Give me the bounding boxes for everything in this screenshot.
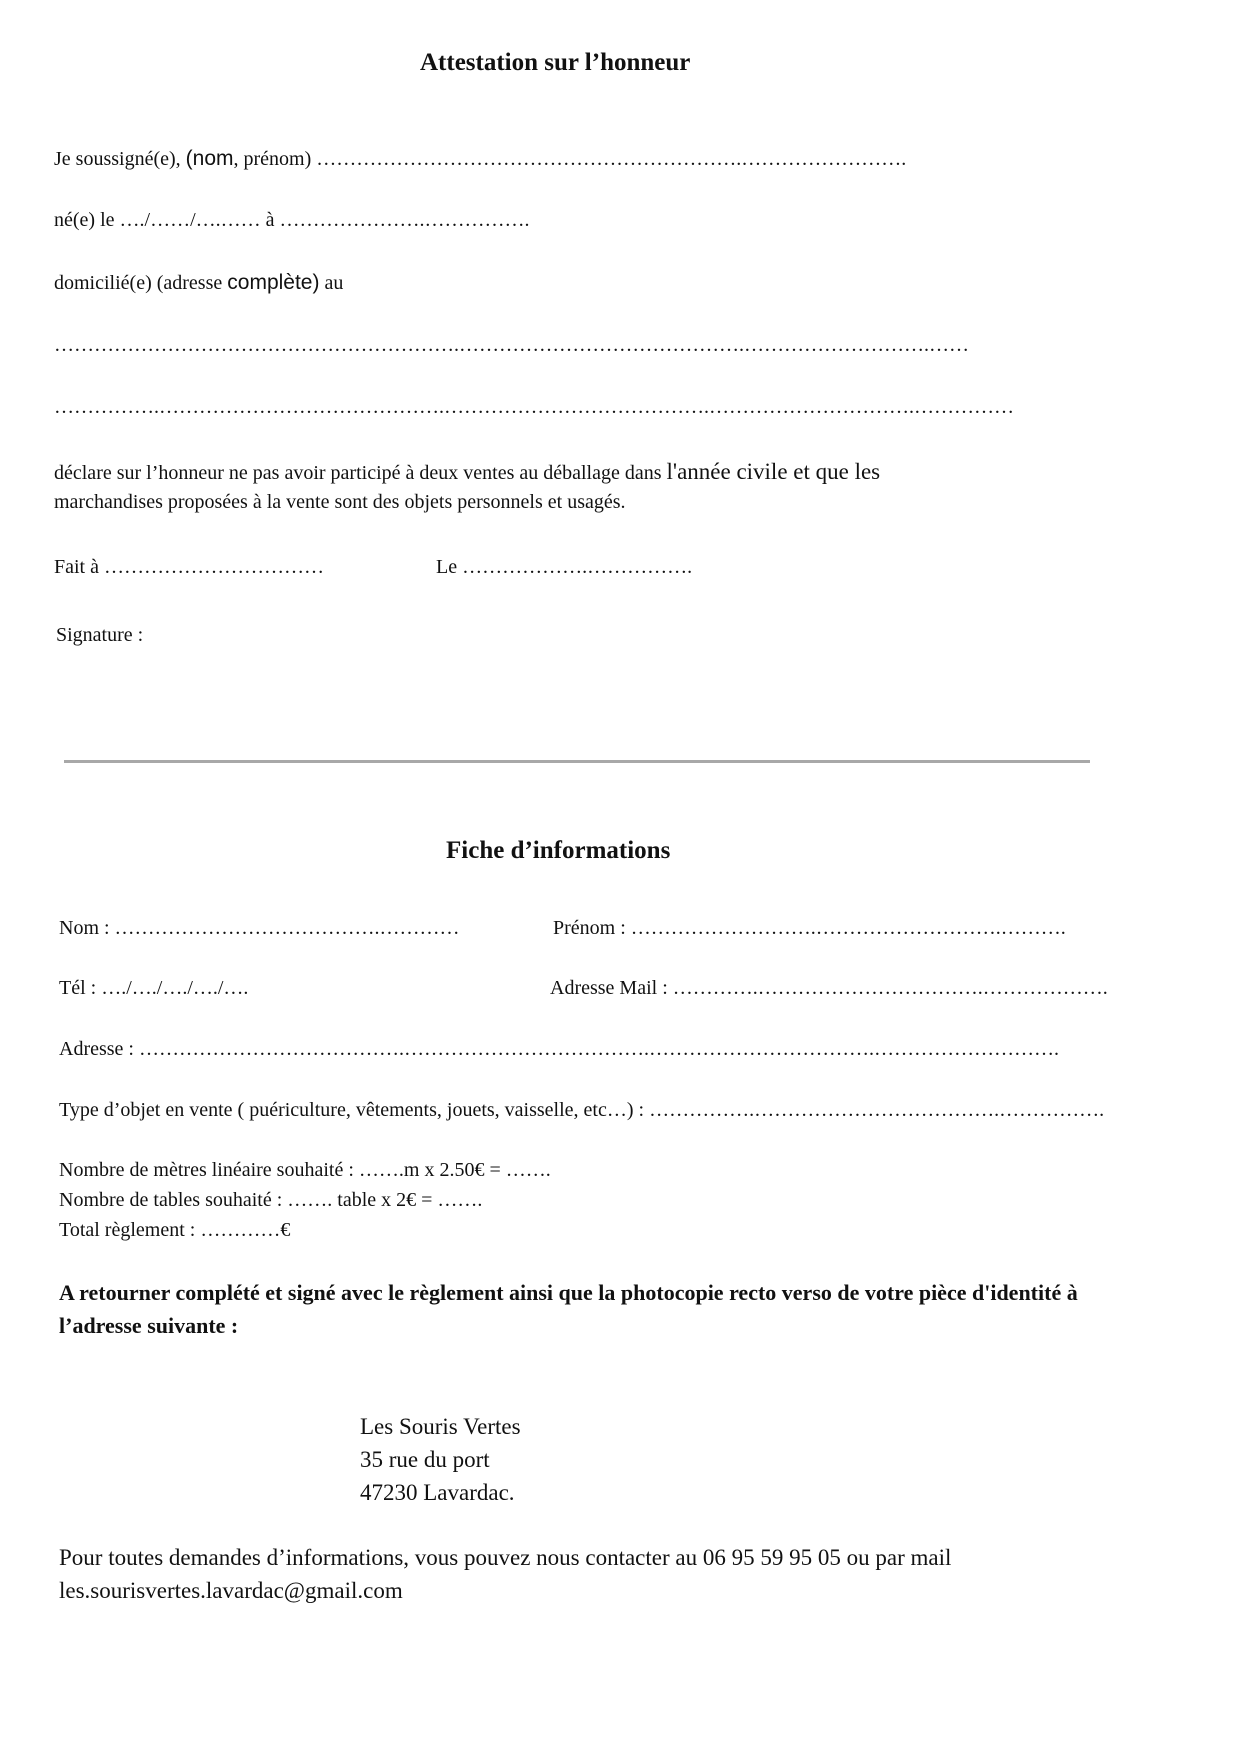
contact-email: les.sourisvertes.lavardac@gmail.com <box>59 1578 403 1603</box>
address-dots-1: …………………………………………………….…………………………………….……………………….…… <box>54 334 969 356</box>
total-line: Total règlement : …………€ <box>59 1219 291 1241</box>
identity-paren: ( <box>185 147 193 170</box>
address-label-line <box>54 272 343 293</box>
declaration-text-a: déclare sur l’honneur ne pas avoir participé à deux ventes au déballage dans <box>54 462 667 484</box>
identity-nom: nom <box>192 147 234 170</box>
date-field: Le ……………….……………. <box>436 556 693 578</box>
object-type-field: Type d’objet en vente ( puériculture, vêtements, jouets, vaisselle, etc…) : …………….……………………………….……………. <box>59 1099 1105 1121</box>
address-city: 47230 Lavardac. <box>360 1480 515 1505</box>
identity-rest: , prénom) ……………………………………………………….……………………. <box>233 148 907 170</box>
adresse-field: Adresse : ………………………………….……………………………….…………………………….………………………. <box>59 1038 1059 1060</box>
address-dots-2: …………….…………………………………….………………………………….………………………….…………… <box>54 396 1014 418</box>
fait-a-field: Fait à …………………………… <box>54 556 324 578</box>
tel-field: Tél : …./…./…./…./…. <box>59 977 249 999</box>
mail-field: Adresse Mail : ………….…………………………….………………. <box>550 977 1108 999</box>
tables-line: Nombre de tables souhaité : ……. table x 2€ = ……. <box>59 1189 483 1211</box>
address-suffix: au <box>319 272 344 294</box>
return-instructions-1: A retourner complété et signé avec le règlement ainsi que la photocopie recto verso de votre pièce d'identité à <box>59 1280 1078 1305</box>
identity-prefix: Je soussigné(e), <box>54 148 186 170</box>
identity-line <box>54 148 906 169</box>
address-name: Les Souris Vertes <box>360 1414 521 1439</box>
prenom-field: Prénom : ……………………….……………………….………. <box>553 917 1066 939</box>
metres-line: Nombre de mètres linéaire souhaité : …….m x 2.50€ = ……. <box>59 1159 551 1181</box>
attestation-title: Attestation sur l’honneur <box>420 49 691 76</box>
declaration-line-1 <box>54 460 880 483</box>
birth-line: né(e) le …./……/….…… à ………………….……………. <box>54 209 530 231</box>
contact-line-1: Pour toutes demandes d’informations, vous pouvez nous contacter au 06 95 59 95 05 ou par mail <box>59 1545 952 1570</box>
declaration-line-2: marchandises proposées à la vente sont des objets personnels et usagés. <box>54 491 626 513</box>
nom-field: Nom : ………………………………….………… <box>59 917 460 939</box>
address-street: 35 rue du port <box>360 1447 490 1472</box>
address-prefix: domicilié(e) (adresse <box>54 272 228 294</box>
declaration-text-b: l'année civile et que les <box>666 459 881 484</box>
address-complete: complète) <box>227 271 320 294</box>
fiche-title: Fiche d’informations <box>446 837 671 864</box>
signature-label: Signature : <box>56 624 144 646</box>
section-divider <box>64 760 1090 763</box>
return-instructions-2: l’adresse suivante : <box>59 1313 239 1338</box>
